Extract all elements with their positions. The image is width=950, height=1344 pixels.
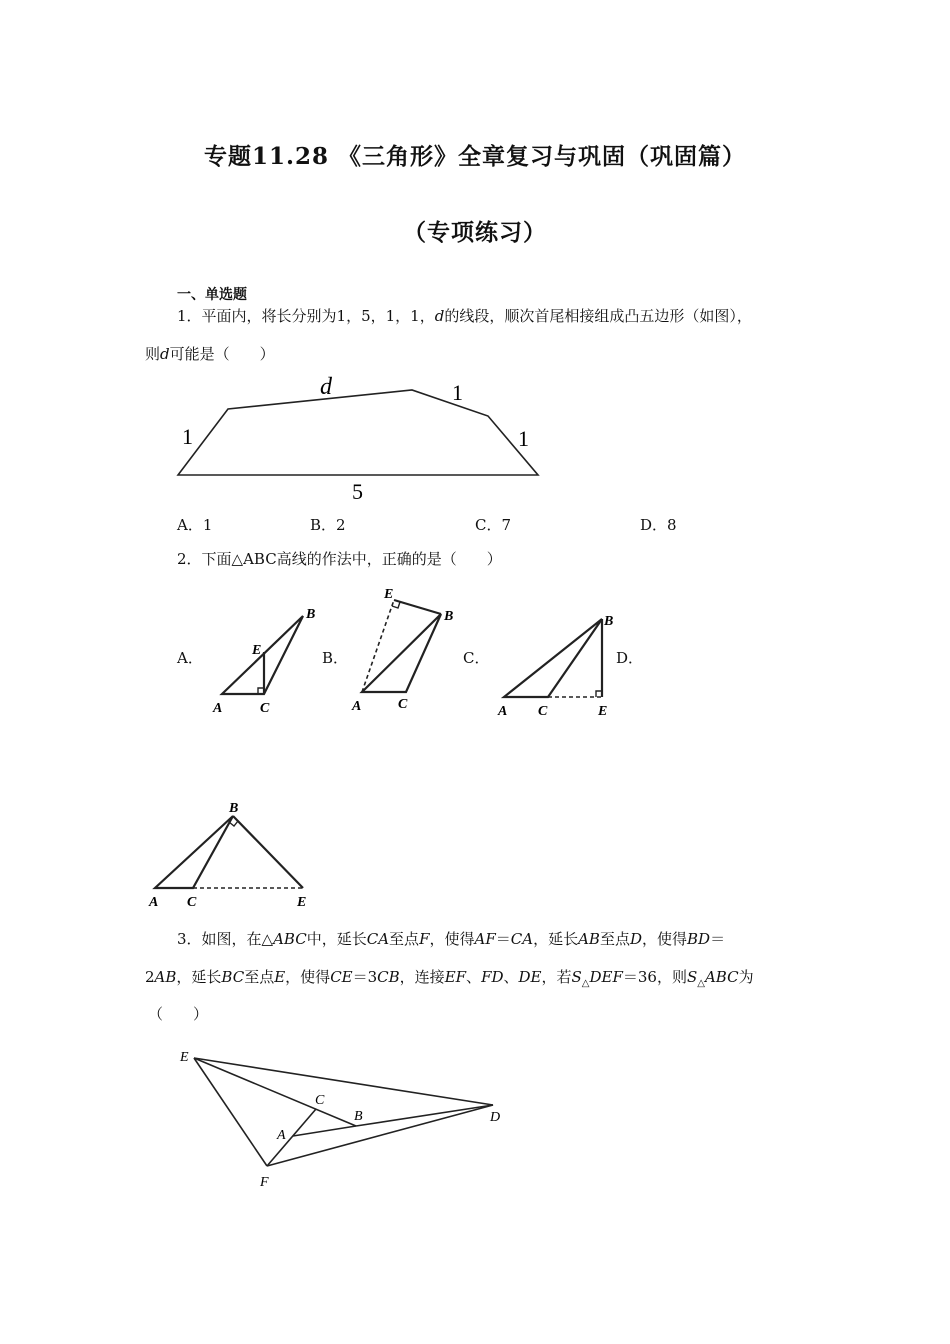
fig-c-label-c: C: [538, 704, 548, 719]
q1-number: 1．: [177, 307, 202, 325]
q3-t7: ，使得: [429, 930, 475, 948]
q3-l2-25: 为: [738, 968, 754, 986]
q3-number: 3．: [177, 930, 202, 948]
q3-t9: ＝: [495, 930, 511, 948]
pentagon-shape: [178, 390, 538, 475]
q1-option-c[interactable]: C．7: [475, 516, 512, 534]
q3-t15: ，使得: [642, 930, 688, 948]
q1-var-d-2: d: [160, 345, 170, 363]
q3-line3: （ ）: [148, 1005, 209, 1023]
q3-line1: [177, 929, 725, 949]
page-title: 专题11.28 《三角形》全章复习与巩固（巩固篇）: [203, 143, 747, 170]
q3-label-f: F: [260, 1175, 269, 1190]
q1-option-b[interactable]: B．2: [310, 516, 346, 534]
q1-option-d[interactable]: D．8: [640, 516, 677, 534]
label-left: 1: [182, 424, 193, 449]
q2-figure-a: [210, 602, 325, 717]
q3-l2-16: DE: [518, 968, 542, 986]
q1-line1: [177, 306, 752, 326]
q3-label-e: E: [180, 1050, 189, 1065]
q3-l2-5: 至点: [244, 968, 275, 986]
q3-t12: AB: [578, 930, 600, 948]
section-heading: 一、单选题: [177, 287, 247, 303]
q3-l2-19: △: [581, 978, 590, 989]
q3-l2-7: ，使得: [285, 968, 331, 986]
q3-l2-11: ，连接: [399, 968, 445, 986]
fig-b-label-a: A: [352, 699, 362, 714]
q3-l2-12: EF: [444, 968, 467, 986]
label-right: 1: [518, 426, 529, 451]
q3-l2-2: AB: [154, 968, 177, 986]
q3-l2-13: 、: [466, 968, 482, 986]
q3-l2-24: ABC: [704, 968, 739, 986]
fig-d-label-b: B: [229, 801, 239, 816]
q2-option-d[interactable]: D．: [616, 649, 644, 667]
q3-t2: ABC: [273, 930, 307, 948]
q3-t16: BD: [687, 930, 711, 948]
q3-l2-4: BC: [221, 968, 245, 986]
segment-ef: [194, 1058, 267, 1166]
q1-pentagon-figure: [170, 368, 550, 508]
q3-l2-9: ＝3: [352, 968, 378, 986]
q3-label-b: B: [354, 1109, 363, 1124]
q3-t11: ，延长: [533, 930, 579, 948]
label-upper-right: 1: [452, 380, 463, 405]
q3-l2-17: ，若: [541, 968, 572, 986]
q3-t14: D: [629, 930, 642, 948]
q2-number: 2．: [177, 550, 202, 568]
q1-option-a[interactable]: A．1: [177, 516, 213, 534]
q3-l2-23: △: [697, 978, 705, 989]
segment-ed: [194, 1058, 493, 1105]
fig-c-label-a: A: [498, 704, 508, 719]
q3-t8: AF: [474, 930, 496, 948]
q3-t1: 如图，在△: [201, 930, 274, 948]
q3-t17: ＝: [710, 930, 726, 948]
fig-b-label-c: C: [398, 697, 408, 712]
fig-a-label-e: E: [252, 643, 262, 658]
q3-l2-20: DEF: [589, 968, 623, 986]
q3-t10: CA: [510, 930, 534, 948]
q1-text-b: 的线段，顺次首尾相接组成凸五边形（如图），: [444, 307, 752, 325]
q3-label-a: A: [277, 1128, 286, 1143]
q1-text-a: 平面内，将长分别为1，5，1，1，: [201, 307, 435, 325]
q3-l2-14: FD: [481, 968, 504, 986]
fig-a-label-c: C: [260, 701, 270, 716]
fig-d-label-c: C: [187, 895, 197, 910]
q3-l2-15: 、: [503, 968, 519, 986]
q3-l2-18: S: [571, 968, 582, 986]
q2-figure-c: [492, 605, 627, 720]
q3-l2-21: ＝36，则: [622, 968, 687, 986]
q2-text: 下面△ABC高线的作法中，正确的是（ ）: [201, 550, 502, 568]
q3-label-d: D: [490, 1110, 501, 1125]
segment-cf: [267, 1109, 316, 1166]
fig-c-label-e: E: [598, 704, 608, 719]
q2-option-a[interactable]: A．: [177, 649, 203, 667]
page-subtitle: （专项练习）: [403, 219, 547, 246]
q3-t13: 至点: [599, 930, 630, 948]
label-bottom: 5: [352, 479, 363, 504]
q3-t3: 中，延长: [306, 930, 367, 948]
label-d: d: [320, 374, 332, 400]
segment-ab: [293, 1126, 356, 1136]
q1-line2: [145, 344, 275, 364]
fig-d-label-e: E: [297, 895, 307, 910]
q3-line2: [145, 967, 754, 994]
q3-l2-3: ，延长: [176, 968, 222, 986]
fig-b-label-e: E: [384, 587, 394, 602]
q3-l2-10: CB: [377, 968, 400, 986]
q3-t4: CA: [366, 930, 390, 948]
q2-figure-b: [348, 580, 463, 720]
q1-line2-b: 可能是（ ）: [169, 345, 275, 363]
q3-l2-8: CE: [330, 968, 353, 986]
fig-d-label-a: A: [149, 895, 159, 910]
q2-option-c[interactable]: C．: [463, 649, 490, 667]
q2-line1: [177, 549, 502, 569]
fig-a-label-a: A: [213, 701, 223, 716]
q1-var-d: d: [434, 307, 445, 325]
q3-label-c: C: [315, 1093, 325, 1108]
fig-b-label-b: B: [444, 609, 454, 624]
fig-c-label-b: B: [604, 614, 614, 629]
fig-a-label-b: B: [306, 607, 316, 622]
q3-l2-1: 2: [145, 968, 155, 986]
segment-eb: [194, 1058, 356, 1126]
q3-t6: F: [419, 930, 430, 948]
q1-line2-a: 则: [145, 345, 161, 363]
q3-t5: 至点: [389, 930, 420, 948]
q2-figure-d: [145, 796, 320, 911]
q3-l2-22: S: [686, 968, 698, 986]
q3-figure: [170, 1040, 520, 1200]
q3-l2-6: E: [274, 968, 286, 986]
q2-option-b[interactable]: B．: [322, 649, 349, 667]
